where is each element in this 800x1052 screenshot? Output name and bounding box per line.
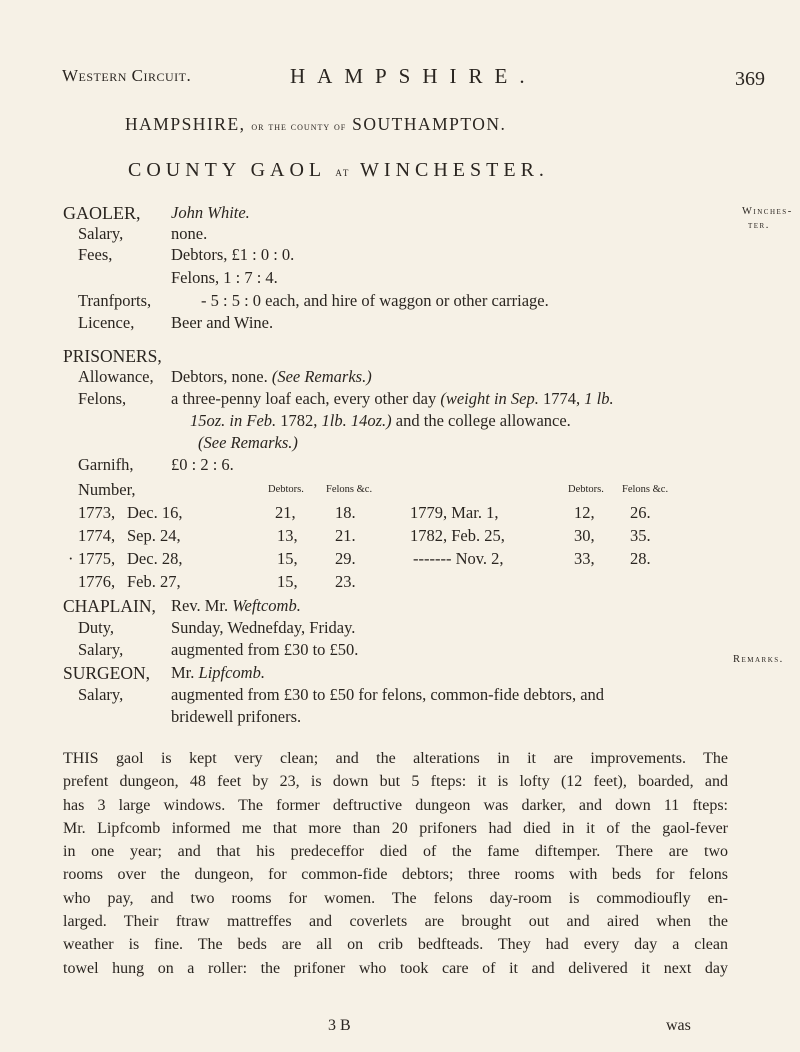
table-row-year: 1775,	[78, 549, 116, 568]
col-debtors-right: Debtors.	[568, 484, 604, 495]
table-row-bullet: ·	[68, 549, 74, 568]
licence-value: Beer and Wine.	[171, 313, 274, 332]
chaplain-prefix: Rev. Mr.	[171, 596, 229, 615]
running-header-circuit: Western Circuit.	[62, 66, 192, 85]
catchword: was	[666, 1017, 691, 1034]
felons-weight-year-2: 1782,	[280, 411, 318, 430]
chaplain-label: CHAPLAIN,	[63, 596, 156, 616]
surgeon-name: Lipfcomb.	[198, 663, 265, 682]
table-row-felons: 18.	[335, 503, 356, 522]
surgeon-salary-line-1: augmented from £30 to £50 for felons, common-fide debtors, and	[171, 685, 605, 704]
felons-weight-ounces: 15oz. in Feb.	[190, 411, 277, 430]
transports-value: - 5 : 5 : 0 each, and hire of waggon or other carriage.	[201, 291, 549, 310]
felons-allowance-text: a three-penny loaf each, every other day	[171, 389, 437, 408]
surgeon-salary-label: Salary,	[78, 685, 124, 704]
duty-label: Duty,	[78, 618, 115, 637]
licence-label: Licence,	[78, 313, 135, 332]
allowance-debtors	[171, 367, 372, 387]
table-row-debtors: 15,	[277, 572, 298, 591]
chaplain-salary-value: augmented from £30 to £50.	[171, 640, 359, 659]
surgeon-name-line	[171, 663, 265, 683]
paragraph-line: Mr. Lipfcomb informed me that more than 20 prifoners had died in it of the gaol-fever	[63, 819, 728, 837]
table-row-felons: 28.	[630, 549, 651, 568]
table-row-debtors: 30,	[574, 526, 595, 545]
margin-note-remarks: Remarks.	[733, 654, 784, 665]
table-row-date: 1782, Feb. 25,	[410, 526, 505, 545]
gaol-title-connector: at	[335, 164, 351, 179]
table-row-felons: 29.	[335, 549, 356, 568]
signature-mark: 3 B	[328, 1017, 351, 1034]
table-row-date: Feb. 27,	[127, 572, 181, 591]
gaol-title-place: WINCHESTER.	[360, 159, 549, 181]
table-row-debtors: 13,	[277, 526, 298, 545]
page-number: 369	[735, 68, 765, 90]
salary-label: Salary,	[78, 224, 124, 243]
gaoler-label: GAOLER,	[63, 203, 141, 223]
paragraph-line: prefent dungeon, 48 feet by 23, is down but 5 fteps: it is lofty (12 feet), boarded, and	[63, 773, 728, 791]
table-row-debtors: 33,	[574, 549, 595, 568]
table-row-debtors: 12,	[574, 503, 595, 522]
chaplain-salary-label: Salary,	[78, 640, 124, 659]
surgeon-label: SURGEON,	[63, 663, 151, 683]
felons-label: Felons,	[78, 389, 127, 408]
table-row-felons: 26.	[630, 503, 651, 522]
felons-college-allowance: and the college allowance.	[395, 411, 571, 430]
surgeon-salary-line-2: bridewell prifoners.	[171, 707, 302, 726]
gaoler-name: John White.	[171, 203, 250, 222]
felons-weight-year: 1774,	[543, 389, 581, 408]
col-felons-right: Felons &c.	[622, 484, 669, 495]
paragraph-line: rooms over the dungeon, for common-fide debtors; three rooms with beds for felons	[63, 866, 728, 884]
margin-note-place-2: ter.	[748, 220, 770, 231]
table-row-felons: 23.	[335, 572, 356, 591]
felons-weight-pounds: 1 lb.	[584, 389, 614, 408]
duty-value: Sunday, Wednefday, Friday.	[171, 618, 356, 637]
paragraph-line: weather is fine. The beds are all on crib bedfteads. They had every day a clean	[63, 936, 728, 954]
table-row-date: Dec. 16,	[127, 503, 183, 522]
felons-weight-2: 1lb. 14oz.)	[321, 411, 392, 430]
allowance-label: Allowance,	[78, 367, 154, 386]
gaol-title-name: COUNTY GAOL	[128, 159, 326, 181]
chaplain-name: Weftcomb.	[232, 596, 301, 615]
surgeon-prefix: Mr.	[171, 663, 195, 682]
fees-label: Fees,	[78, 245, 113, 264]
fees-felons: Felons, 1 : 7 : 4.	[171, 268, 278, 287]
paragraph-line: THIS gaol is kept very clean; and the alterations in it are improvements. The	[63, 750, 728, 767]
margin-note-place-1: Winches-	[742, 206, 793, 217]
paragraph-line: who pay, and two rooms for women. The felons day-room is commodioufly en-	[63, 889, 728, 907]
gaol-title	[128, 159, 549, 182]
felons-allowance-line-2	[190, 411, 571, 431]
table-row-date: 1779, Mar. 1,	[410, 503, 499, 522]
felons-weight-note: (weight in Sep.	[440, 389, 539, 408]
table-row-felons: 35.	[630, 526, 651, 545]
remarks-paragraph	[63, 747, 728, 980]
table-row-debtors: 15,	[277, 549, 298, 568]
allowance-see-remarks: (See Remarks.)	[271, 367, 372, 386]
table-row-year: 1773,	[78, 503, 116, 522]
paragraph-line: towel hung on a roller: the prifoner who took care of it and delivered it next day	[63, 959, 728, 977]
table-row-date: ------- Nov. 2,	[413, 549, 504, 568]
county-title-name: HAMPSHIRE,	[125, 114, 246, 134]
transports-label: Tranfports,	[78, 291, 152, 310]
allowance-debtors-text: Debtors, none.	[171, 367, 268, 386]
paragraph-line: in one year; and that his predeceffor died of the fame diftemper. There are two	[63, 843, 728, 861]
table-row-felons: 21.	[335, 526, 356, 545]
salary-value: none.	[171, 224, 208, 243]
garnish-value: £0 : 2 : 6.	[171, 455, 234, 474]
paragraph-line: has 3 large windows. The former deftructive dungeon was darker, and down 11 fteps:	[63, 796, 728, 814]
table-row-date: Sep. 24,	[127, 526, 181, 545]
county-title-alt: SOUTHAMPTON.	[352, 114, 507, 134]
table-row-year: 1776,	[78, 572, 116, 591]
felons-see-remarks: (See Remarks.)	[198, 433, 298, 452]
col-debtors-left: Debtors.	[268, 484, 304, 495]
county-title-connector: or the county of	[251, 121, 347, 133]
prisoners-label: PRISONERS,	[63, 346, 162, 366]
number-label: Number,	[78, 480, 136, 499]
chaplain-name-line	[171, 596, 301, 616]
fees-debtors: Debtors, £1 : 0 : 0.	[171, 245, 295, 264]
garnish-label: Garnifh,	[78, 455, 134, 474]
running-header-county: HAMPSHIRE.	[290, 64, 537, 88]
felons-allowance-line-1	[171, 389, 614, 409]
table-row-debtors: 21,	[275, 503, 296, 522]
paragraph-line: larged. Their ftraw mattreffes and coverlets are brought out and aired when the	[63, 913, 728, 931]
county-title	[125, 114, 506, 135]
col-felons-left: Felons &c.	[326, 484, 373, 495]
table-row-year: 1774,	[78, 526, 116, 545]
table-row-date: Dec. 28,	[127, 549, 183, 568]
